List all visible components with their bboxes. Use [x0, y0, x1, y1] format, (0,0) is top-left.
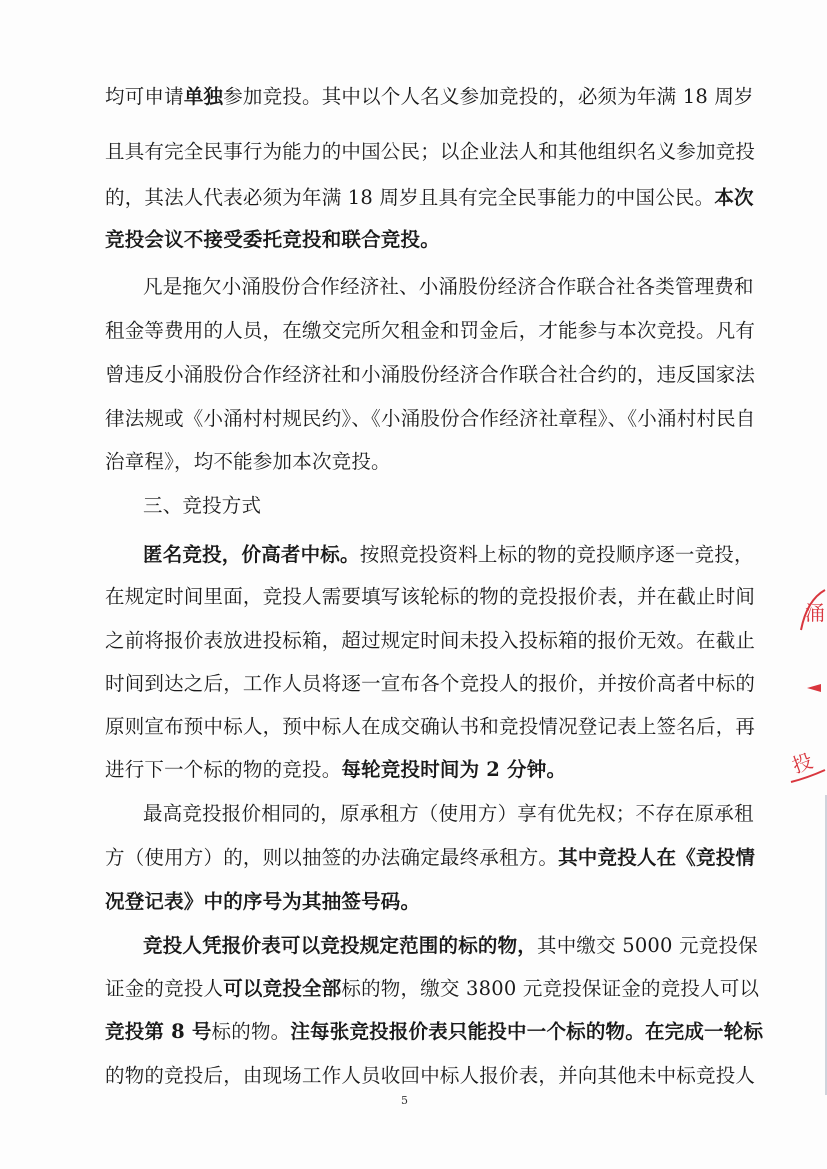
- bold-text: 其中竞投人在《竞投情: [558, 846, 756, 869]
- svg-text:涌: 涌: [805, 601, 825, 625]
- text-line: [105, 845, 756, 871]
- text: 的物的竞投后，由现场工作人员收回中标人报价表，并向其他未中标竞投人: [105, 1064, 756, 1087]
- text-line: [105, 1019, 764, 1045]
- text-line: [143, 933, 783, 959]
- text-line: [105, 362, 756, 388]
- svg-text:投: 投: [788, 748, 816, 778]
- text-line: [143, 801, 783, 827]
- text: 均可申请: [105, 85, 184, 108]
- text-line: [105, 889, 745, 915]
- text: 方（使用方）的，则以抽签的办法确定最终承租方。: [105, 846, 559, 869]
- text-line: [105, 628, 756, 654]
- seal-icon: [787, 570, 827, 810]
- text: 参加竞投。其中以个人名义参加竞投的，必须为年满 18 周岁: [223, 85, 754, 108]
- text-line: [105, 84, 754, 110]
- text-line: [143, 493, 783, 519]
- bold-text: 匿名竞投，价高者中标。: [143, 543, 360, 566]
- text-line: [105, 227, 745, 253]
- page-number: 5: [401, 1094, 408, 1107]
- text-line: [105, 1063, 756, 1089]
- text-line: [105, 671, 756, 697]
- text-line: [105, 449, 745, 475]
- bold-text: 注每张竞投报价表只能投中一个标的物。在完成一轮标: [290, 1020, 764, 1043]
- bold-text: 竞投第 8 号: [105, 1020, 212, 1043]
- text-line: [105, 185, 754, 211]
- bold-text: 单独: [183, 85, 224, 108]
- text: 进行下一个标的物的竞投。: [105, 758, 342, 781]
- text-line: [105, 584, 756, 610]
- text-line: [105, 714, 756, 740]
- text: 证金的竞投人: [105, 977, 224, 1000]
- bold-text: 况登记表》中的序号为其抽签号码。: [105, 890, 421, 913]
- text: 且具有完全民事行为能力的中国公民；以企业法人和其他组织名义参加竞投: [105, 140, 756, 163]
- text: 律法规或《小涌村村规民约》、《小涌股份合作经济社章程》、《小涌村村民自: [105, 407, 756, 430]
- text-line: [105, 139, 756, 165]
- bold-text: 竞投会议不接受委托竞投和联合竞投。: [105, 228, 440, 251]
- text-line: [143, 542, 783, 568]
- text: 竞投保: [698, 934, 758, 957]
- text: 时间到达之后，工作人员将逐一宣布各个竞投人的报价，并按价高者中标的: [105, 672, 756, 695]
- bold-text: 每轮竞投时间为 2 分钟。: [341, 758, 567, 781]
- text: 标的物，缴交 3800 元竞投保证金的竞投人可以: [341, 977, 760, 1000]
- text-line: [105, 318, 756, 344]
- bold-text: 本次: [714, 186, 754, 209]
- text: 按照竞投资料上标的物的竞投顺序逐一竞投，: [359, 543, 754, 566]
- text-line: [143, 274, 783, 300]
- red-seal-stamp: [787, 570, 827, 810]
- text: 租金等费用的人员，在缴交完所欠租金和罚金后，才能参与本次竞投。凡有: [105, 319, 756, 342]
- text: 三、竞投方式: [143, 494, 262, 517]
- text: 曾违反小涌股份合作经济社和小涌股份经济合作联合社合约的，违反国家法: [105, 363, 756, 386]
- text: 标的物。: [211, 1020, 291, 1043]
- text: 最高竞投报价相同的，原承租方（使用方）享有优先权；不存在原承租: [143, 802, 754, 825]
- bold-text: 可以竞投全部: [223, 977, 342, 1000]
- text: 在规定时间里面，竞投人需要填写该轮标的物的竞投报价表，并在截止时间: [105, 585, 756, 608]
- text: 的，其法人代表必须为年满 18 周岁且具有完全民事能力的中国公民。: [105, 186, 715, 209]
- text-line: [105, 757, 745, 783]
- text-line: [105, 406, 756, 432]
- text: 之前将报价表放进投标箱，超过规定时间未投入投标箱的报价无效。在截止: [105, 629, 756, 652]
- text: 凡是拖欠小涌股份合作经济社、小涌股份经济合作联合社各类管理费和: [143, 275, 754, 298]
- text-line: [105, 976, 760, 1002]
- text: 其中缴交 5000 元: [537, 934, 699, 957]
- text: 治章程》，均不能参加本次竞投。: [105, 450, 391, 473]
- bold-text: 竞投人凭报价表可以竞投规定范围的标的物，: [143, 934, 538, 957]
- text: 原则宣布预中标人，预中标人在成交确认书和竞投情况登记表上签名后，再: [105, 715, 756, 738]
